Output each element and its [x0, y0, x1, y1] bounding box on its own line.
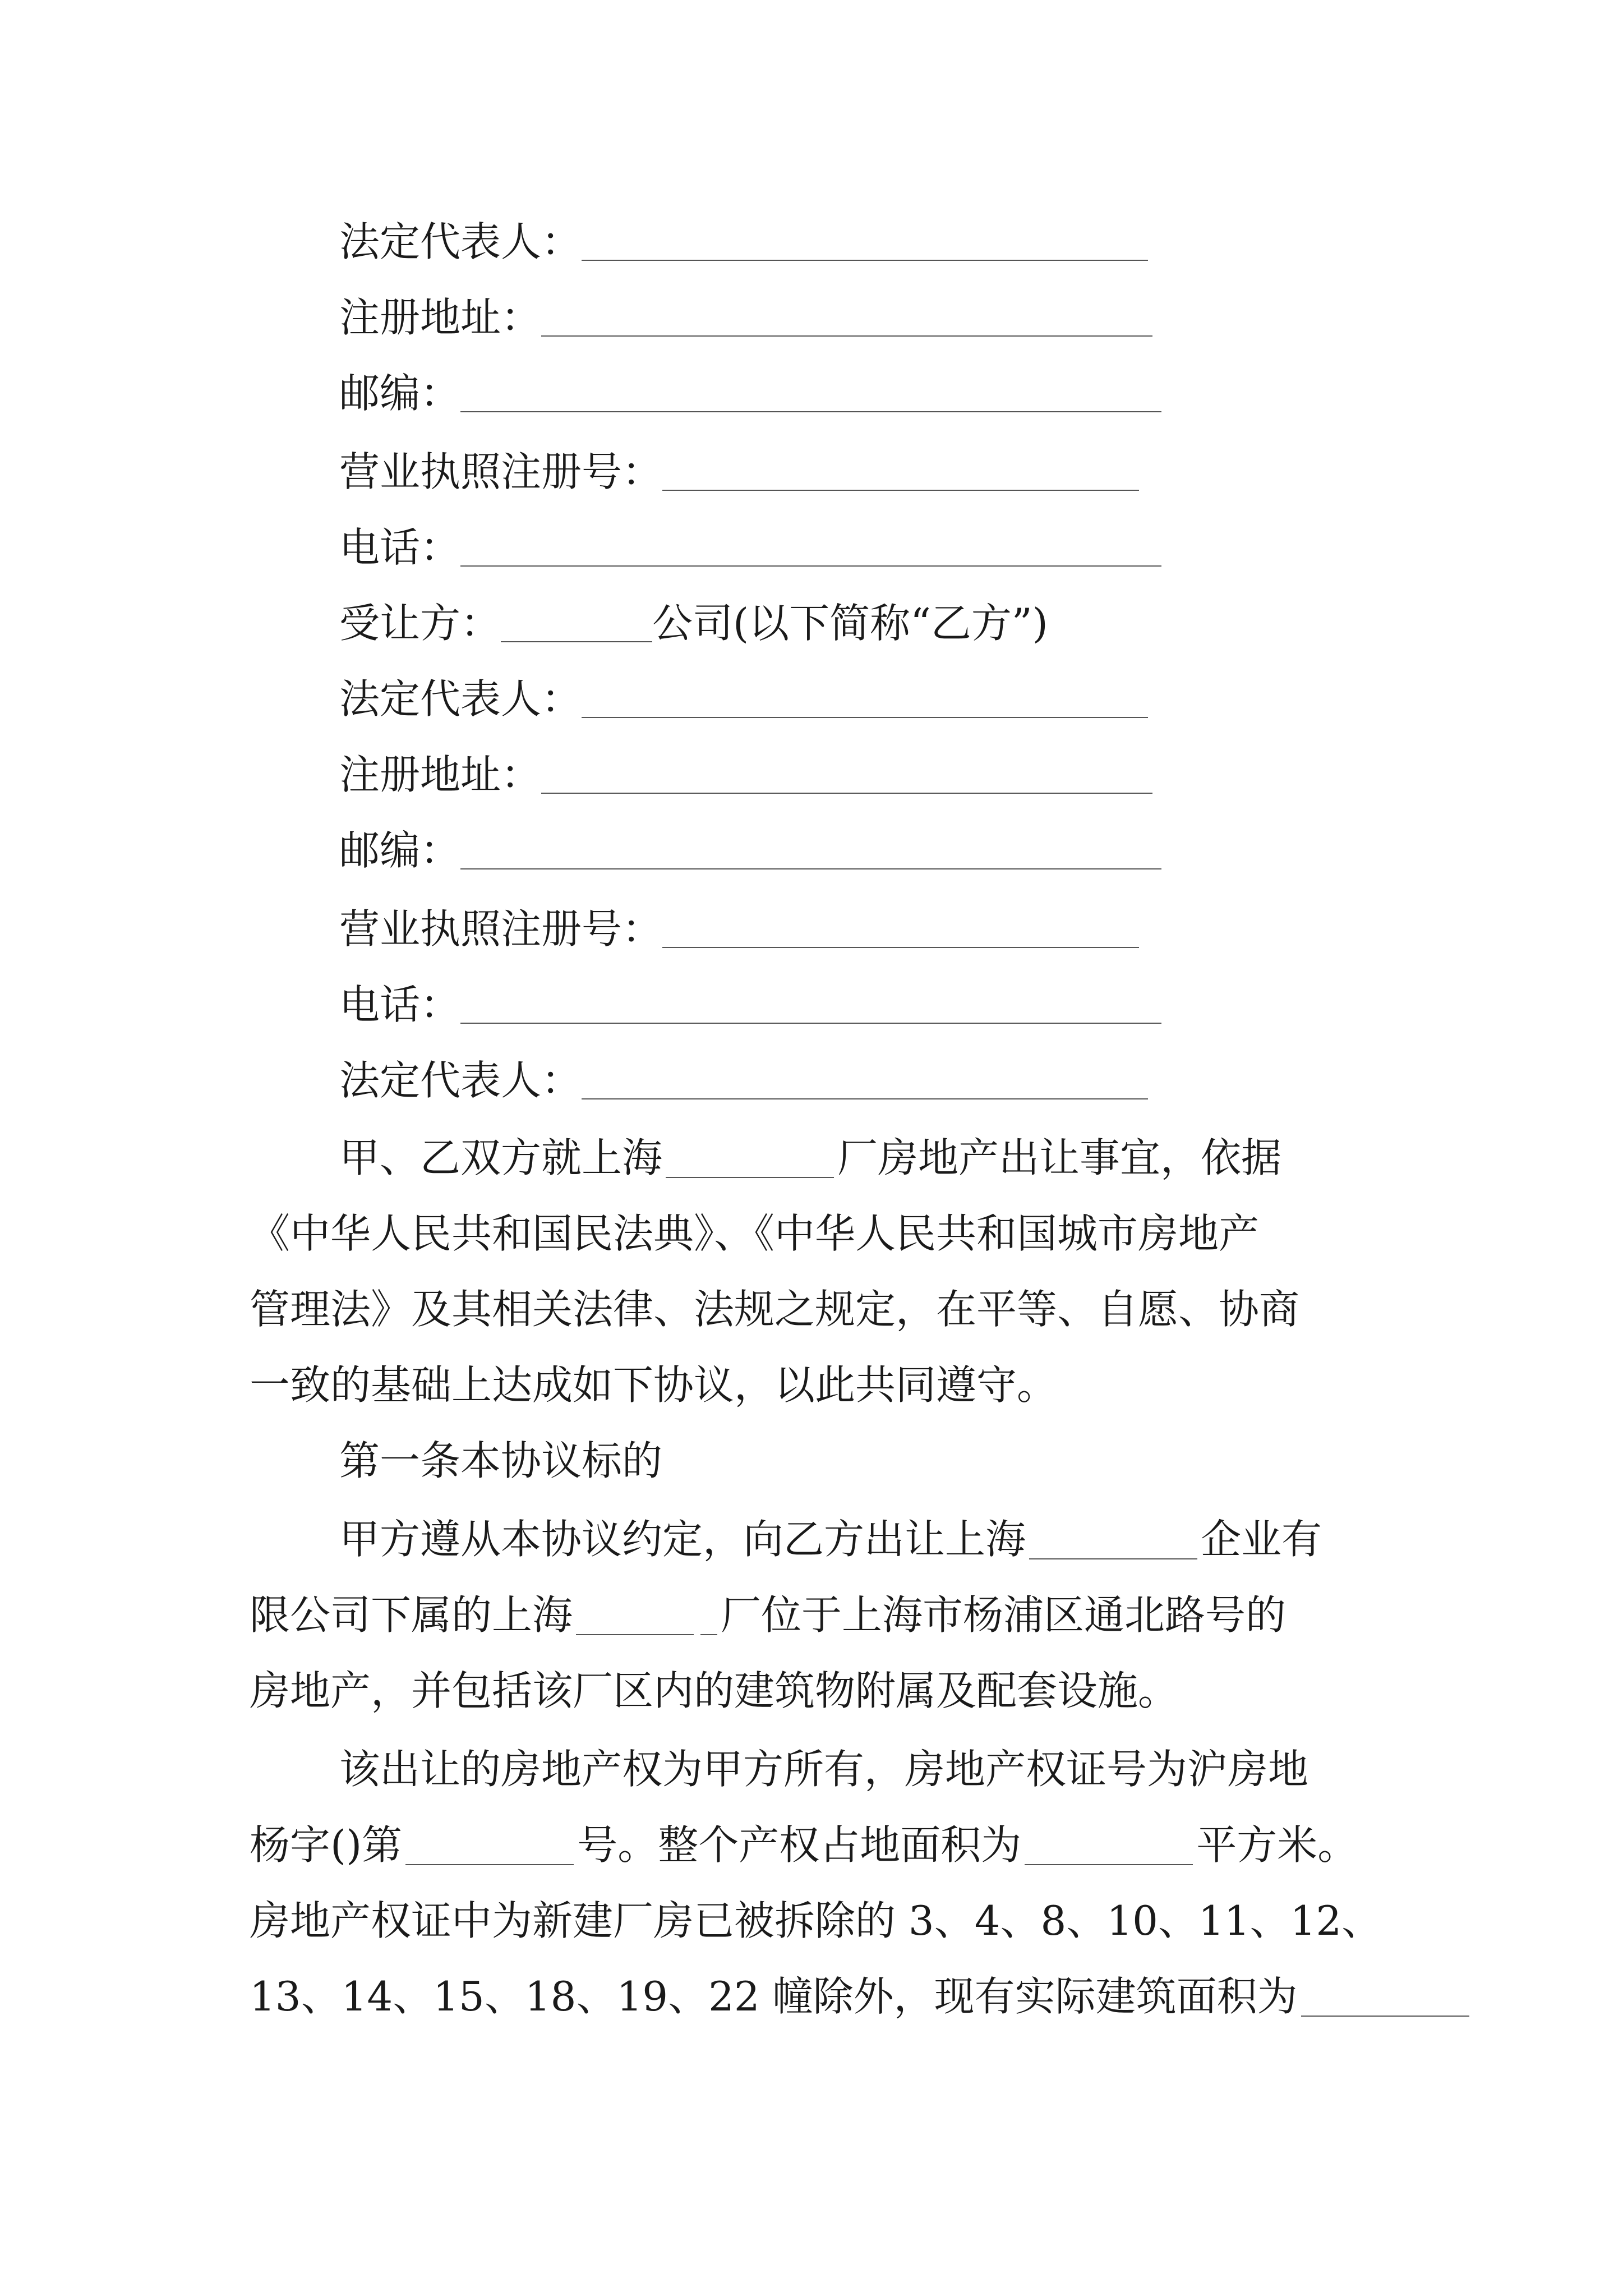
field-label: 受让方：	[339, 600, 501, 647]
fill-line[interactable]	[460, 565, 1161, 567]
intro-line-1	[339, 1122, 1281, 1184]
party-a-postcode-field[interactable]	[339, 356, 1161, 418]
text: 平方米。	[1196, 1821, 1358, 1869]
text: 甲、乙双方就上海	[339, 1134, 663, 1181]
article-1-heading: 第一条本协议标的	[339, 1437, 663, 1484]
article-1-p2-line-4	[250, 1961, 1473, 2022]
party-a-legal-rep-field[interactable]	[339, 205, 1148, 266]
text: 厂房地产出让事宜，依据	[837, 1134, 1282, 1181]
party-b-legal-rep-field-2[interactable]	[339, 1043, 1148, 1105]
text: 房地产权证中为新建厂房已被拆除的 3、4、8、10、11、12、	[250, 1897, 1382, 1944]
party-a-address-field[interactable]	[339, 280, 1152, 342]
text: 企业有	[1201, 1516, 1322, 1563]
field-label: 电话：	[339, 524, 461, 571]
party-b-license-field[interactable]	[339, 892, 1139, 954]
intro-line-2	[250, 1198, 1259, 1259]
text: 13、14、15、18、19、22 幢除外，现有实际建筑面积为	[250, 1973, 1298, 2020]
fill-line[interactable]	[662, 490, 1139, 491]
party-b-postcode-field[interactable]	[339, 813, 1161, 875]
field-label: 营业执照注册号：	[339, 905, 663, 953]
field-label: 注册地址：	[339, 751, 542, 798]
fill-line[interactable]	[541, 335, 1152, 337]
field-label: 法定代表人：	[339, 1057, 582, 1104]
text: 《中华人民共和国民法典》、《中华人民共和国城市房地产	[250, 1210, 1260, 1257]
fill-line[interactable]	[501, 641, 652, 642]
article-1-p1-line-2	[250, 1579, 1286, 1641]
party-a-license-field[interactable]	[339, 435, 1139, 496]
field-label: 法定代表人：	[339, 675, 582, 723]
fill-line[interactable]	[582, 717, 1148, 718]
field-label: 电话：	[339, 981, 461, 1028]
fill-line[interactable]	[582, 1098, 1148, 1099]
text: 限公司下属的上海	[250, 1591, 573, 1639]
article-1-p1-line-3	[250, 1655, 1178, 1717]
fill-line[interactable]	[582, 260, 1148, 261]
fill-line[interactable]	[1029, 1558, 1197, 1559]
fill-line[interactable]	[1025, 1864, 1193, 1865]
transferee-suffix: 公司(以下简称“乙方”)	[652, 600, 1048, 647]
fill-line[interactable]	[662, 947, 1139, 948]
field-label: 注册地址：	[339, 294, 542, 341]
text: 该出让的房地产权为甲方所有，房地产权证号为沪房地	[339, 1746, 1309, 1793]
party-b-address-field[interactable]	[339, 738, 1152, 799]
party-b-phone-field[interactable]	[339, 968, 1161, 1029]
party-a-phone-field[interactable]	[339, 510, 1161, 572]
text: 甲方遵从本协议约定，向乙方出让上海	[339, 1516, 1026, 1563]
field-label: 营业执照注册号：	[339, 448, 663, 495]
text: 一致的基础上达成如下协议，以此共同遵守。	[250, 1361, 1058, 1409]
fill-line[interactable]	[460, 1023, 1161, 1024]
article-1-p2-line-1	[339, 1733, 1308, 1795]
text: 管理法》及其相关法律、法规之规定，在平等、自愿、协商	[250, 1286, 1300, 1333]
text: 号。整个产权占地面积为	[577, 1821, 1022, 1869]
fill-line[interactable]	[460, 411, 1161, 412]
text: 杨字()第	[250, 1821, 403, 1869]
fill-line[interactable]	[1301, 2016, 1469, 2017]
transferee-field[interactable]	[339, 586, 1048, 648]
party-b-legal-rep-field[interactable]	[339, 662, 1148, 724]
field-label: 邮编：	[339, 370, 461, 417]
article-1-p1-line-1	[339, 1503, 1322, 1565]
fill-line[interactable]	[541, 793, 1152, 794]
field-label: 邮编：	[339, 827, 461, 874]
intro-line-3	[250, 1273, 1299, 1335]
fill-line[interactable]	[576, 1634, 694, 1635]
fill-line[interactable]	[460, 868, 1161, 869]
article-1-p2-line-2	[250, 1809, 1358, 1871]
intro-line-4	[250, 1349, 1057, 1411]
text: 房地产，并包括该厂区内的建筑物附属及配套设施。	[250, 1667, 1179, 1714]
article-1-p2-line-3	[250, 1885, 1382, 1947]
text: 厂位于上海市杨浦区通北路号的	[721, 1591, 1287, 1639]
fill-line[interactable]	[700, 1634, 717, 1635]
field-label: 法定代表人：	[339, 218, 582, 265]
fill-line[interactable]	[405, 1864, 574, 1865]
fill-line[interactable]	[666, 1177, 834, 1178]
